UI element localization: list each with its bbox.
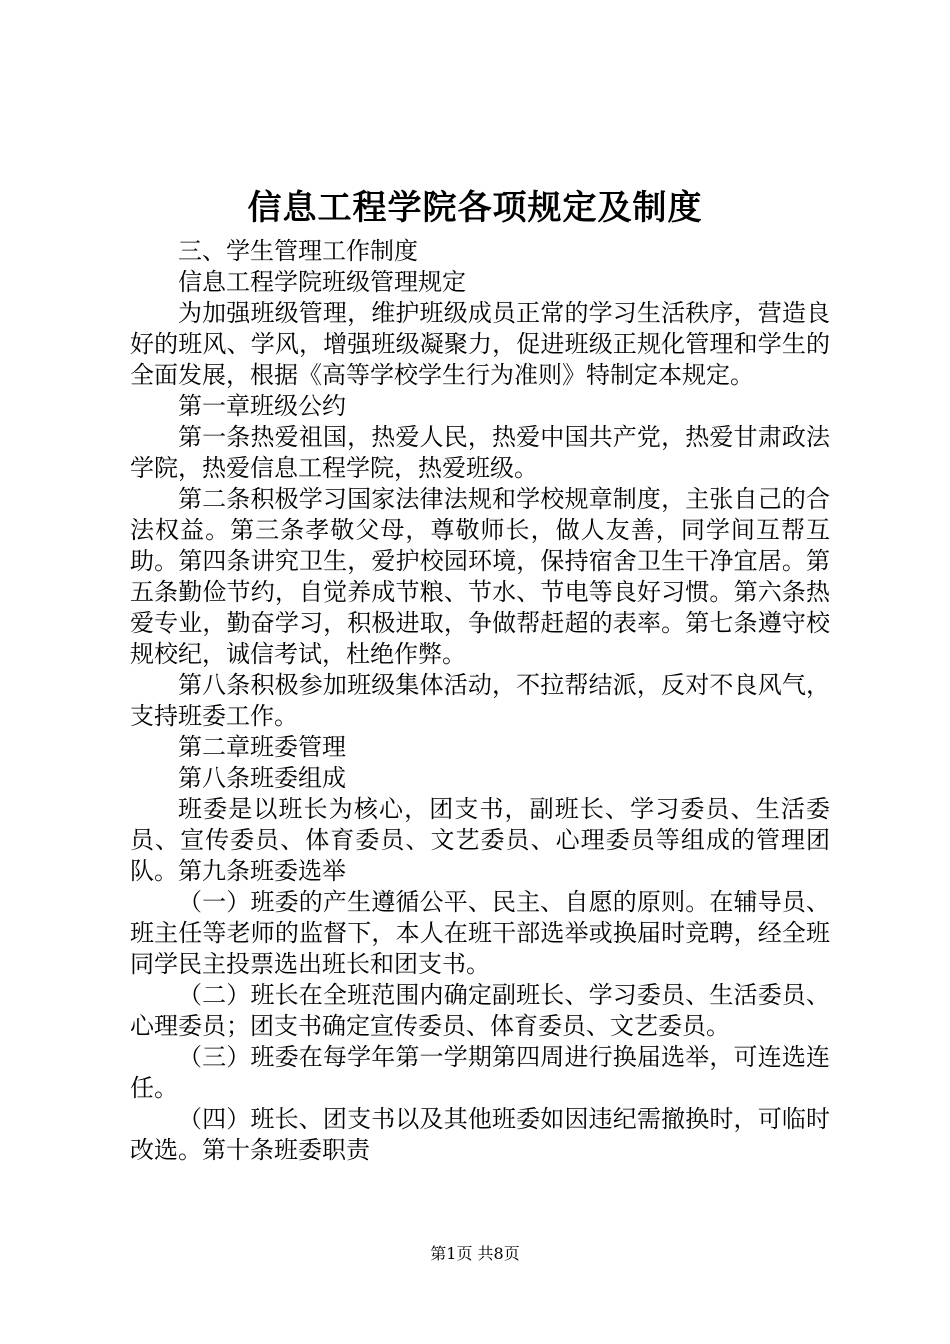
body-paragraph: （一）班委的产生遵循公平、民主、自愿的原则。在辅导员、班主任等老师的监督下，本人在班干部选举或换届时竞聘，经全班同学民主投票选出班长和团支书。	[130, 888, 830, 978]
body-paragraph: 班委是以班长为核心，团支书，副班长、学习委员、生活委员、宣传委员、体育委员、文艺委员、心理委员等组成的管理团队。第九条班委选举	[130, 795, 830, 885]
chapter-heading: 第二章班委管理	[178, 733, 346, 761]
chapter-heading: 第一章班级公约	[178, 392, 346, 420]
article-heading: 第八条班委组成	[178, 764, 346, 792]
page-number-footer: 第1页 共8页	[430, 1244, 520, 1263]
section-heading: 三、学生管理工作制度	[178, 237, 418, 265]
document-body	[130, 236, 830, 1166]
regulation-title: 信息工程学院班级管理规定	[178, 268, 466, 296]
body-paragraph: 第八条积极参加班级集体活动，不拉帮结派，反对不良风气，支持班委工作。	[130, 671, 830, 730]
body-paragraph: 为加强班级管理，维护班级成员正常的学习生活秩序，营造良好的班风、学风，增强班级凝聚力，促进班级正规化管理和学生的全面发展，根据《高等学校学生行为准则》特制定本规定。	[130, 299, 830, 389]
body-paragraph: 第二条积极学习国家法律法规和学校规章制度，主张自己的合法权益。第三条孝敬父母，尊敬师长，做人友善，同学间互帮互助。第四条讲究卫生，爱护校园环境，保持宿舍卫生干净宜居。第五条勤俭节约，自觉养成节粮、节水、节电等良好习惯。第六条热爱专业，勤奋学习，积极进取，争做帮赶超的表率。第七条遵守校规校纪，诚信考试，杜绝作弊。	[130, 485, 830, 668]
body-paragraph: （三）班委在每学年第一学期第四周进行换届选举，可连选连任。	[130, 1043, 830, 1102]
body-paragraph: （二）班长在全班范围内确定副班长、学习委员、生活委员、心理委员；团支书确定宣传委员、体育委员、文艺委员。	[130, 981, 830, 1040]
body-paragraph: （四）班长、团支书以及其他班委如因违纪需撤换时，可临时改选。第十条班委职责	[130, 1105, 830, 1164]
document-title: 信息工程学院各项规定及制度	[247, 188, 703, 228]
body-paragraph: 第一条热爱祖国，热爱人民，热爱中国共产党，热爱甘肃政法学院，热爱信息工程学院，热爱班级。	[130, 423, 830, 482]
